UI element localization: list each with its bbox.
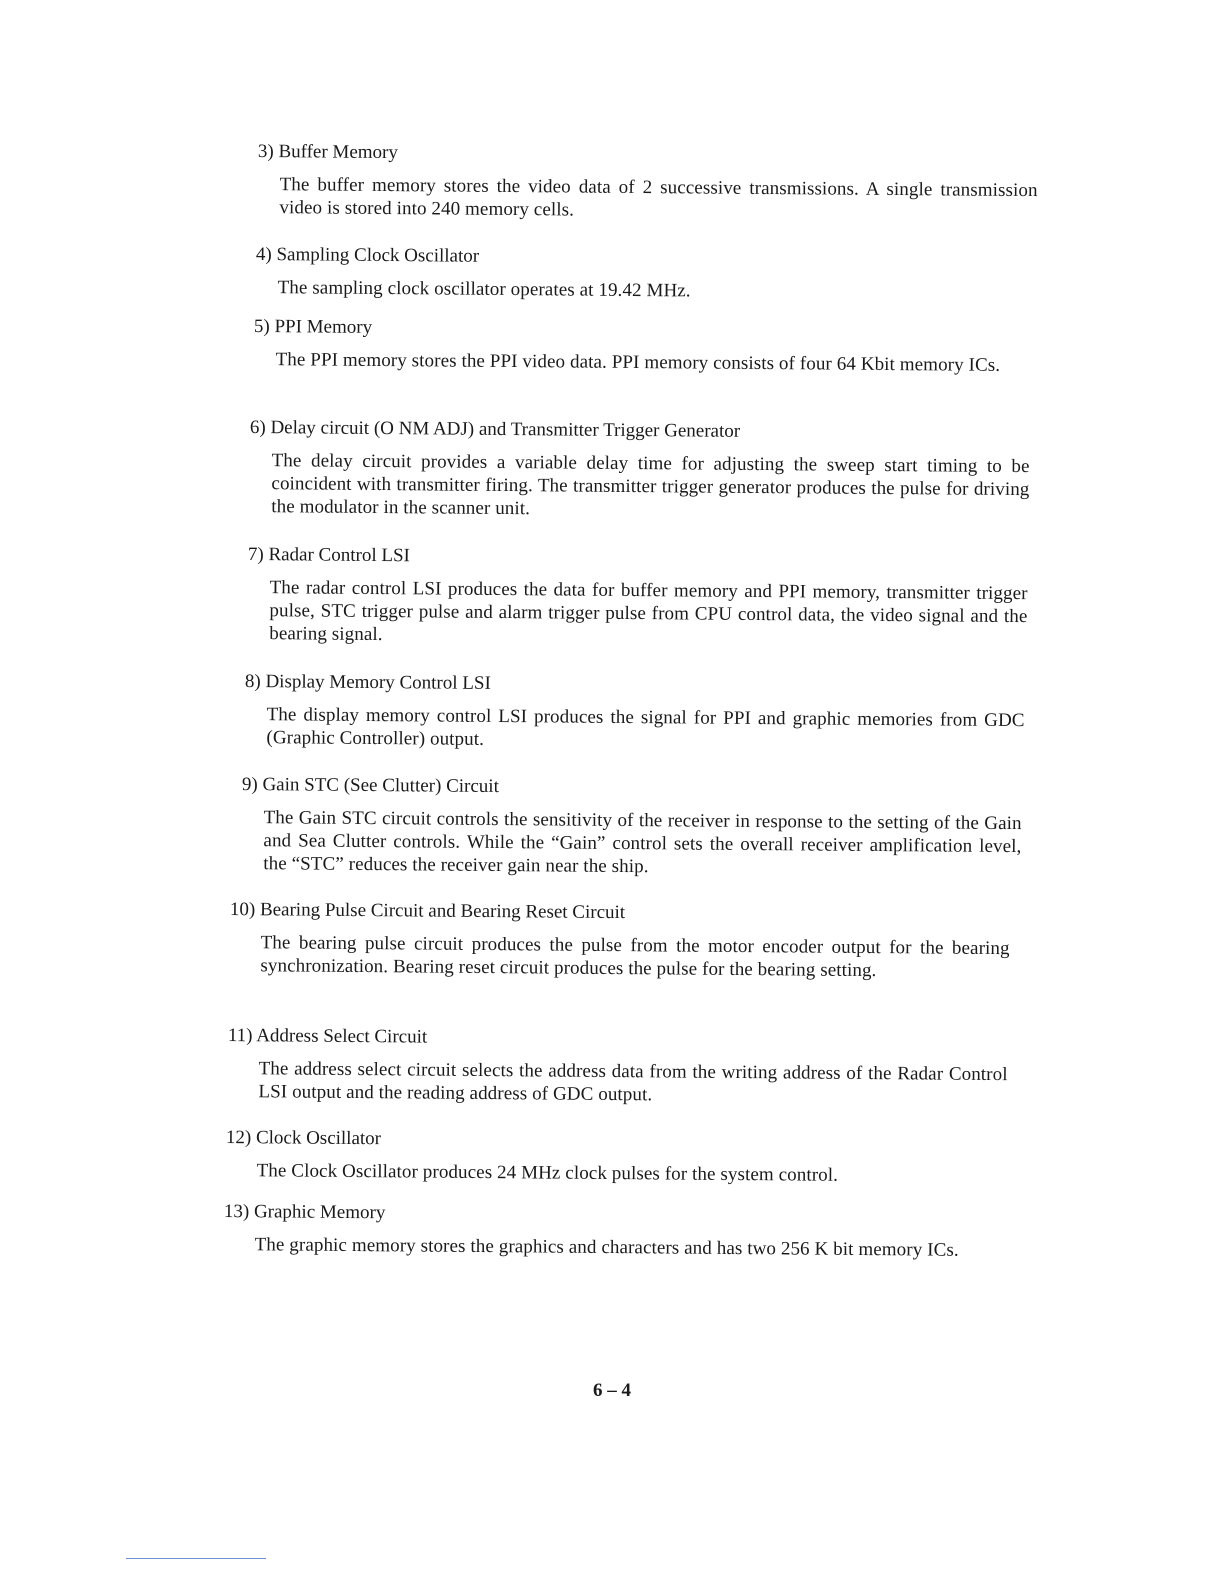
section-title: Buffer Memory (278, 141, 399, 164)
section-body: The address select circuit selects the address data from the writing address of the Radar Control LSI output and the reading address of GDC output. (258, 1058, 1008, 1106)
section-number: 6) (249, 416, 266, 439)
section-title: Clock Oscillator (255, 1127, 382, 1150)
section-graphic-memory (224, 1200, 1004, 1262)
section-ppi-memory (254, 315, 1034, 377)
section-title: Display Memory Control LSI (265, 671, 491, 694)
section-body: The radar control LSI produces the data for buffer memory and PPI memory, transmitter trigger pulse, STC trigger pulse and alarm trigger pulse from CPU control data, the video signal and the bearing signal. (269, 577, 1028, 646)
section-sampling-clock-oscillator (256, 243, 1036, 305)
section-title: PPI Memory (274, 316, 373, 338)
section-title: Delay circuit (O NM ADJ) and Transmitter Trigger Generator (270, 417, 741, 442)
section-address-select-circuit (227, 1024, 1008, 1109)
section-heading (256, 243, 1036, 273)
section-body: The Gain STC circuit controls the sensitivity of the receiver in response to the setting of the Gain and Sea Clutter controls. While the “Gain” control sets the overall receiver amplification level, the “STC” reduces the receiver gain near the ship. (263, 807, 1022, 878)
section-number: 9) (241, 773, 258, 796)
section-bearing-pulse-circuit (229, 898, 1010, 983)
section-delay-circuit (249, 416, 1030, 524)
section-title: Bearing Pulse Circuit and Bearing Reset Circuit (259, 899, 626, 924)
section-number: 3) (257, 140, 274, 163)
section-heading (258, 140, 1038, 170)
section-heading (228, 1024, 1008, 1054)
section-number: 5) (253, 315, 270, 338)
section-body: The bearing pulse circuit produces the pulse from the motor encoder output for the bearing synchronization. Bearing reset circuit produces the pulse for the bearing setting. (260, 932, 1010, 982)
section-buffer-memory (257, 140, 1038, 225)
section-heading (250, 416, 1030, 446)
section-number: 4) (255, 243, 272, 266)
section-title: Graphic Memory (253, 1201, 386, 1224)
section-heading (254, 315, 1034, 345)
section-number: 8) (244, 670, 261, 693)
section-heading (226, 1126, 1006, 1156)
section-body: The Clock Oscillator produces 24 MHz clock pulses for the system control. (256, 1160, 839, 1186)
section-radar-control-lsi (247, 543, 1028, 651)
section-body: The buffer memory stores the video data of 2 successive transmissions. A single transmission video is stored into 240 memory cells. (279, 174, 1038, 221)
section-heading (245, 670, 1025, 700)
section-number: 7) (247, 543, 264, 566)
section-clock-oscillator (226, 1126, 1006, 1188)
section-body: The graphic memory stores the graphics and characters and has two 256 K bit memory ICs. (254, 1234, 959, 1261)
section-body: The PPI memory stores the PPI video data. PPI memory consists of four 64 Kbit memory ICs. (275, 349, 1001, 376)
section-gain-stc-circuit (241, 773, 1022, 881)
section-number: 11) (227, 1025, 253, 1047)
section-number: 12) (225, 1127, 252, 1149)
section-number: 10) (229, 898, 256, 921)
section-heading (248, 543, 1028, 573)
page-number: 6 – 4 (593, 1380, 631, 1401)
section-display-memory-control-lsi (244, 670, 1025, 755)
section-heading (230, 898, 1010, 928)
section-number: 13) (223, 1201, 250, 1223)
bottom-divider (126, 1558, 266, 1559)
section-body: The display memory control LSI produces the signal for PPI and graphic memories from GDC (Graphic Controller) output. (266, 704, 1025, 750)
section-title: Gain STC (See Clutter) Circuit (262, 774, 499, 798)
section-title: Sampling Clock Oscillator (276, 244, 480, 267)
section-title: Radar Control LSI (268, 544, 411, 567)
section-body: The delay circuit provides a variable delay time for adjusting the sweep start timing to be coincident with transmitter firing. The transmitter trigger generator produces the pulse for driving the modulator in the scanner unit. (271, 450, 1030, 520)
section-heading (242, 773, 1022, 803)
section-body: The sampling clock oscillator operates at 19.42 MHz. (277, 277, 691, 302)
section-heading (224, 1200, 1004, 1230)
section-title: Address Select Circuit (256, 1025, 428, 1048)
